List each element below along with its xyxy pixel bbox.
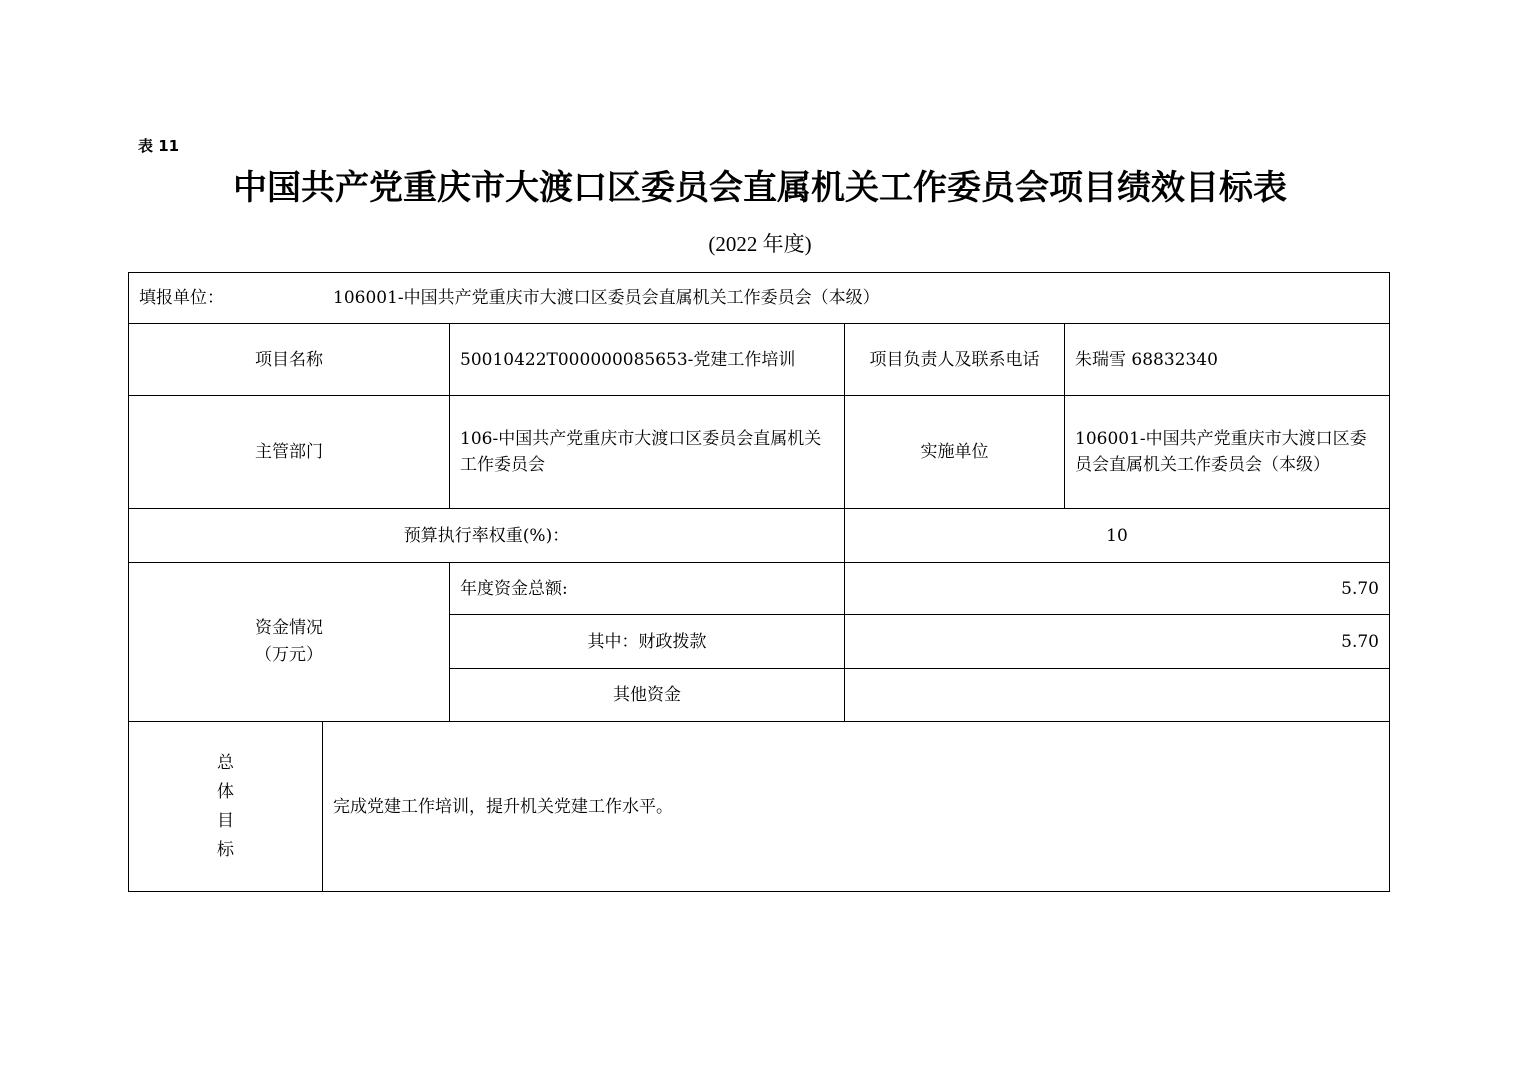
goal-char-3: 目 [217,810,234,831]
other-funds-label: 其他资金 [450,669,845,722]
funds-label-line1: 资金情况 [255,618,323,638]
other-funds-value [845,669,1389,722]
impl-label: 实施单位 [845,396,1065,509]
table-number: 表 11 [138,137,180,155]
contact-label: 项目负责人及联系电话 [845,324,1065,396]
impl-value: 106001-中国共产党重庆市大渡口区委员会直属机关工作委员会（本级） [1065,396,1389,509]
page-title: 中国共产党重庆市大渡口区委员会直属机关工作委员会项目绩效目标表 [233,168,1287,208]
fiscal-funds-value: 5.70 [845,615,1389,669]
dept-value: 106-中国共产党重庆市大渡口区委员会直属机关工作委员会 [450,396,845,509]
overall-goal-label [129,722,323,891]
reporting-unit-value: 106001-中国共产党重庆市大渡口区委员会直属机关工作委员会（本级） [333,288,880,308]
weight-value: 10 [845,509,1389,563]
total-funds-label: 年度资金总额: [450,563,845,615]
weight-label: 预算执行率权重(%)： [129,509,845,563]
total-funds-value: 5.70 [845,563,1389,615]
reporting-unit-label: 填报单位： [139,288,224,308]
goal-char-2: 体 [217,781,234,802]
performance-goal-table [128,272,1390,892]
funds-label-line2: （万元） [255,645,323,665]
reporting-unit-row [129,273,1389,324]
page-subtitle: (2022 年度) [708,232,812,256]
funds-label [129,563,450,722]
contact-value: 朱瑞雪 68832340 [1065,324,1389,396]
project-name-label: 项目名称 [129,324,450,396]
dept-label: 主管部门 [129,396,450,509]
project-name-value: 50010422T000000085653-党建工作培训 [450,324,845,396]
fiscal-funds-label: 其中：财政拨款 [450,615,845,669]
overall-goal-value: 完成党建工作培训，提升机关党建工作水平。 [333,796,673,817]
goal-char-1: 总 [217,752,234,773]
goal-char-4: 标 [217,839,234,860]
